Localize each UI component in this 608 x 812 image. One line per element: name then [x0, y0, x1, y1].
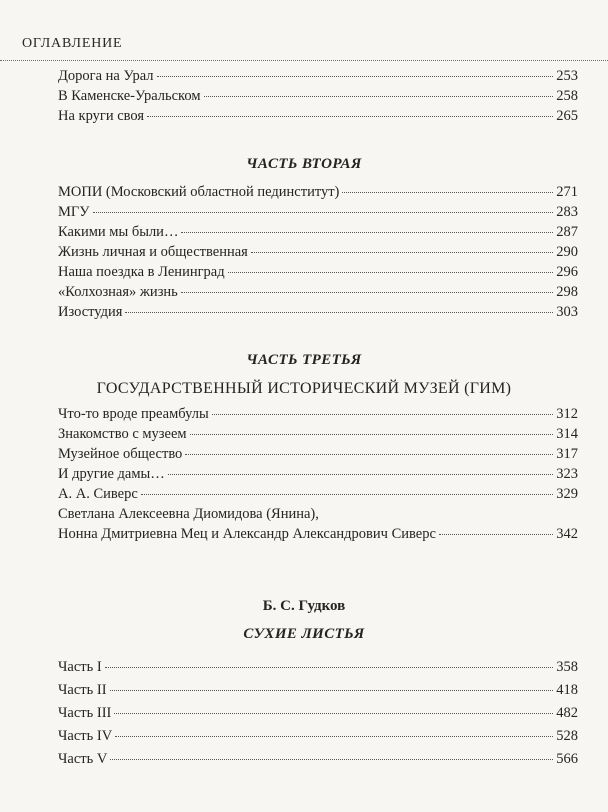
toc-entry-title-line-2: Нонна Дмитриевна Мец и Александр Александрович Сиверс: [58, 526, 436, 542]
toc-entry-page: 342: [556, 526, 578, 542]
toc-entry-title: МГУ: [58, 204, 90, 220]
toc-entry-title: Часть II: [58, 682, 107, 698]
toc-entry[interactable]: [58, 66, 578, 86]
header-divider: [0, 60, 608, 61]
toc-entry[interactable]: [58, 282, 578, 302]
toc-entry-title: Какими мы были…: [58, 224, 179, 240]
toc-entry-page: 253: [556, 68, 578, 84]
toc-entry-title: Часть IV: [58, 728, 113, 744]
second-work-author: Б. С. Гудков: [262, 598, 346, 614]
part-one-tail-list: [58, 66, 578, 126]
toc-entry-title: Музейное общество: [58, 446, 183, 462]
toc-entry-page: 290: [556, 244, 578, 260]
toc-entry[interactable]: [58, 302, 578, 322]
toc-entry-page: 566: [556, 751, 578, 767]
toc-entry-page: 317: [556, 446, 578, 462]
dot-leader: [185, 454, 553, 455]
toc-entry-title: Часть V: [58, 751, 108, 767]
toc-entry[interactable]: [58, 106, 578, 126]
toc-entry-page: 323: [556, 466, 578, 482]
toc-entry-page: 528: [556, 728, 578, 744]
dot-leader: [228, 272, 554, 273]
part-two-list: [58, 182, 578, 322]
toc-entry-title: И другие дамы…: [58, 466, 165, 482]
dot-leader: [141, 494, 553, 495]
toc-entry-page: 287: [556, 224, 578, 240]
toc-entry-page: 312: [556, 406, 578, 422]
toc-entry-page: 296: [556, 264, 578, 280]
toc-entry-title-line-1[interactable]: Светлана Алексеевна Диомидова (Янина),: [58, 506, 319, 522]
part-three-heading: ЧАСТЬ ТРЕТЬЯ: [246, 352, 362, 368]
toc-entry-title: Жизнь личная и общественная: [58, 244, 248, 260]
dot-leader: [110, 690, 554, 691]
toc-entry-title: А. А. Сиверс: [58, 486, 138, 502]
part-three-list: [58, 404, 578, 544]
toc-entry-page: 329: [556, 486, 578, 502]
toc-entry-title: Изостудия: [58, 304, 123, 320]
dot-leader: [147, 116, 553, 117]
toc-entry-page: 283: [556, 204, 578, 220]
toc-entry[interactable]: [58, 222, 578, 242]
part-two-heading: ЧАСТЬ ВТОРАЯ: [246, 156, 362, 172]
toc-entry-title: На круги своя: [58, 108, 145, 124]
toc-entry[interactable]: [58, 679, 578, 702]
toc-entry-page: 258: [556, 88, 578, 104]
toc-entry[interactable]: [58, 748, 578, 771]
dot-leader: [157, 76, 554, 77]
toc-entry-page: 298: [556, 284, 578, 300]
toc-entry-page: 303: [556, 304, 578, 320]
dot-leader: [181, 292, 553, 293]
toc-entry[interactable]: [58, 262, 578, 282]
dot-leader: [125, 312, 553, 313]
toc-entry-page: 482: [556, 705, 578, 721]
toc-entry-title: «Колхозная» жизнь: [58, 284, 178, 300]
dot-leader: [110, 759, 553, 760]
dot-leader: [204, 96, 554, 97]
toc-entry[interactable]: [58, 182, 578, 202]
dot-leader: [251, 252, 553, 253]
toc-entry-page: 314: [556, 426, 578, 442]
toc-entry-page: 358: [556, 659, 578, 675]
dot-leader: [212, 414, 554, 415]
toc-entry[interactable]: [58, 424, 578, 444]
dot-leader: [114, 713, 553, 714]
toc-entry-page: 271: [556, 184, 578, 200]
toc-entry-title: В Каменске-Уральском: [58, 88, 201, 104]
toc-entry[interactable]: [58, 444, 578, 464]
toc-entry[interactable]: [58, 202, 578, 222]
second-work-list: [58, 656, 578, 771]
toc-entry[interactable]: [58, 242, 578, 262]
dot-leader: [93, 212, 554, 213]
page-header-title: ОГЛАВЛЕНИЕ: [22, 36, 123, 51]
dot-leader: [105, 667, 554, 668]
second-work-title: СУХИЕ ЛИСТЬЯ: [243, 626, 365, 642]
dot-leader: [181, 232, 553, 233]
dot-leader: [342, 192, 553, 193]
toc-entry[interactable]: [58, 464, 578, 484]
toc-entry-page: 265: [556, 108, 578, 124]
dot-leader: [439, 534, 553, 535]
toc-entry-title: Знакомство с музеем: [58, 426, 187, 442]
toc-entry-title: Наша поездка в Ленинград: [58, 264, 225, 280]
toc-entry[interactable]: [58, 656, 578, 679]
toc-entry-title: Часть III: [58, 705, 112, 721]
dot-leader: [115, 736, 553, 737]
toc-entry[interactable]: [58, 484, 578, 504]
toc-entry-page: 418: [556, 682, 578, 698]
toc-entry[interactable]: [58, 725, 578, 748]
toc-entry[interactable]: [58, 702, 578, 725]
toc-entry-title: МОПИ (Московский областной пединститут): [58, 184, 340, 200]
toc-entry[interactable]: [58, 524, 578, 544]
dot-leader: [168, 474, 553, 475]
toc-entry-title: Часть I: [58, 659, 102, 675]
dot-leader: [190, 434, 554, 435]
toc-entry[interactable]: [58, 404, 578, 424]
toc-entry-title: Дорога на Урал: [58, 68, 154, 84]
toc-entry-title: Что-то вроде преамбулы: [58, 406, 209, 422]
part-three-subheading: ГОСУДАРСТВЕННЫЙ ИСТОРИЧЕСКИЙ МУЗЕЙ (ГИМ): [96, 380, 512, 397]
toc-entry[interactable]: [58, 86, 578, 106]
